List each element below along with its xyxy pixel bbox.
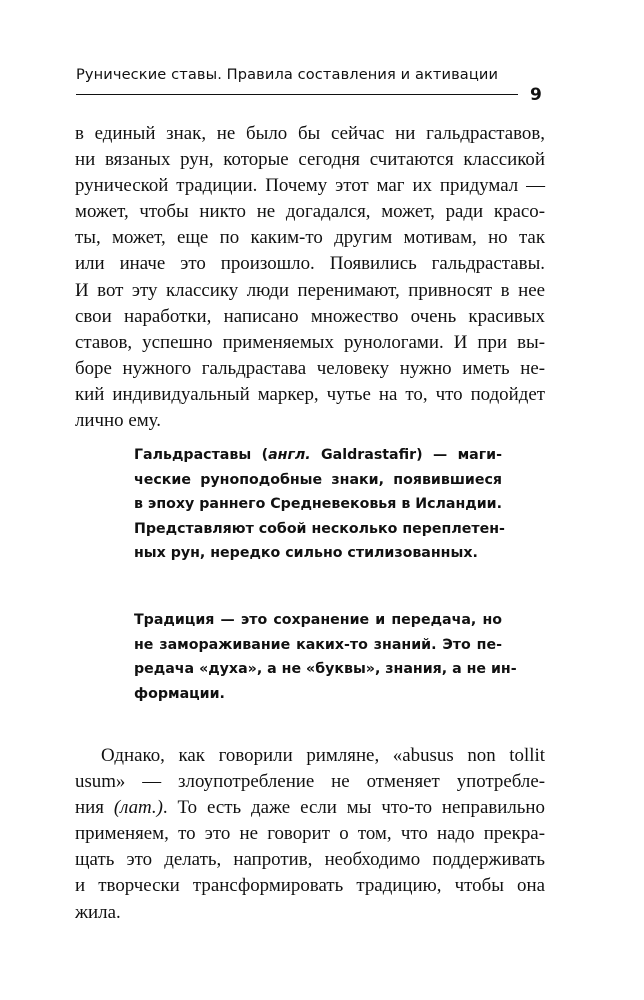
definition-1-term: Гальдраставы (	[134, 447, 269, 463]
definition-1-line: ческие руноподобные знаки, появившиеся	[134, 471, 502, 488]
definition-2-line: редача «духа», а не «буквы», знания, а не ин-	[134, 661, 517, 678]
definition-2-line: Традиция — это сохранение и передача, но	[134, 612, 502, 628]
definition-1-line: ных рун, нередко сильно стилизованных.	[134, 545, 478, 562]
paragraph-2-line: Однако, как говорили римляне, «abusus non tollit	[101, 745, 545, 766]
paragraph-2-line: жила.	[75, 901, 121, 923]
definition-1-line: в эпоху раннего Средневековья в Исландии.	[134, 496, 503, 513]
paragraph-2-line	[75, 795, 545, 821]
paragraph-1-line: И вот эту классику люди перенимают, привносят в нее	[75, 279, 545, 301]
definition-galdrastafir	[134, 443, 505, 566]
definition-2-line: не замораживание каких-то знаний. Это пе-	[134, 636, 502, 653]
definition-1-text: Galdrastafir) — маги-	[310, 447, 502, 463]
paragraph-1-line: ты, может, еще по каким-то другим мотивам, но так	[75, 227, 545, 249]
paragraph-1-line: рунической традиции. Почему этот маг их придумал —	[75, 175, 545, 197]
paragraph-1-line: или иначе это произошло. Появились гальдраставы.	[75, 253, 545, 275]
paragraph-2-line: щать это делать, напротив, необходимо поддерживать	[75, 849, 545, 871]
paragraph-1	[75, 121, 545, 434]
paragraph-1-line: лично ему.	[75, 410, 161, 432]
paragraph-1-line: ни вязаных рун, которые сегодня считаются классикой	[75, 149, 545, 171]
paragraph-2-text: . То есть даже если мы что-то неправильно	[162, 797, 545, 819]
definition-tradition	[134, 608, 517, 706]
header-rule	[76, 94, 518, 95]
page-number: 9	[530, 85, 542, 105]
paragraph-1-line: ставов, успешно применяемых рунологами. И при вы-	[75, 331, 545, 353]
paragraph-2	[75, 743, 545, 926]
paragraph-2-text: ния	[75, 797, 114, 819]
definition-1-line: Представляют собой несколько переплетен-	[134, 520, 505, 537]
definition-2-line: формации.	[134, 685, 225, 702]
paragraph-2-line: usum» — злоупотребление не отменяет употребле-	[75, 771, 545, 793]
paragraph-1-line: кий индивидуальный маркер, чутье на то, что подойдет	[75, 383, 545, 405]
paragraph-2-line: применяем, то это не говорит о том, что надо прекра-	[75, 823, 545, 845]
paragraph-1-line: боре нужного гальдраставa человеку нужно иметь не-	[75, 357, 545, 379]
paragraph-2-line: и творчески трансформировать традицию, чтобы она	[75, 875, 545, 897]
running-head-title: Рунические ставы. Правила составления и активации	[76, 66, 499, 83]
definition-1-lang-abbr: англ.	[268, 447, 311, 463]
paragraph-1-line: может, чтобы никто не догадался, может, ради красо-	[75, 201, 545, 223]
paragraph-1-line: в единый знак, не было бы сейчас ни гальдраставов,	[75, 123, 545, 144]
definition-1-line	[134, 443, 502, 468]
paragraph-1-line: свои наработки, написано множество очень красивых	[75, 305, 545, 327]
paragraph-2-lang-abbr: (лат.)	[113, 797, 163, 819]
